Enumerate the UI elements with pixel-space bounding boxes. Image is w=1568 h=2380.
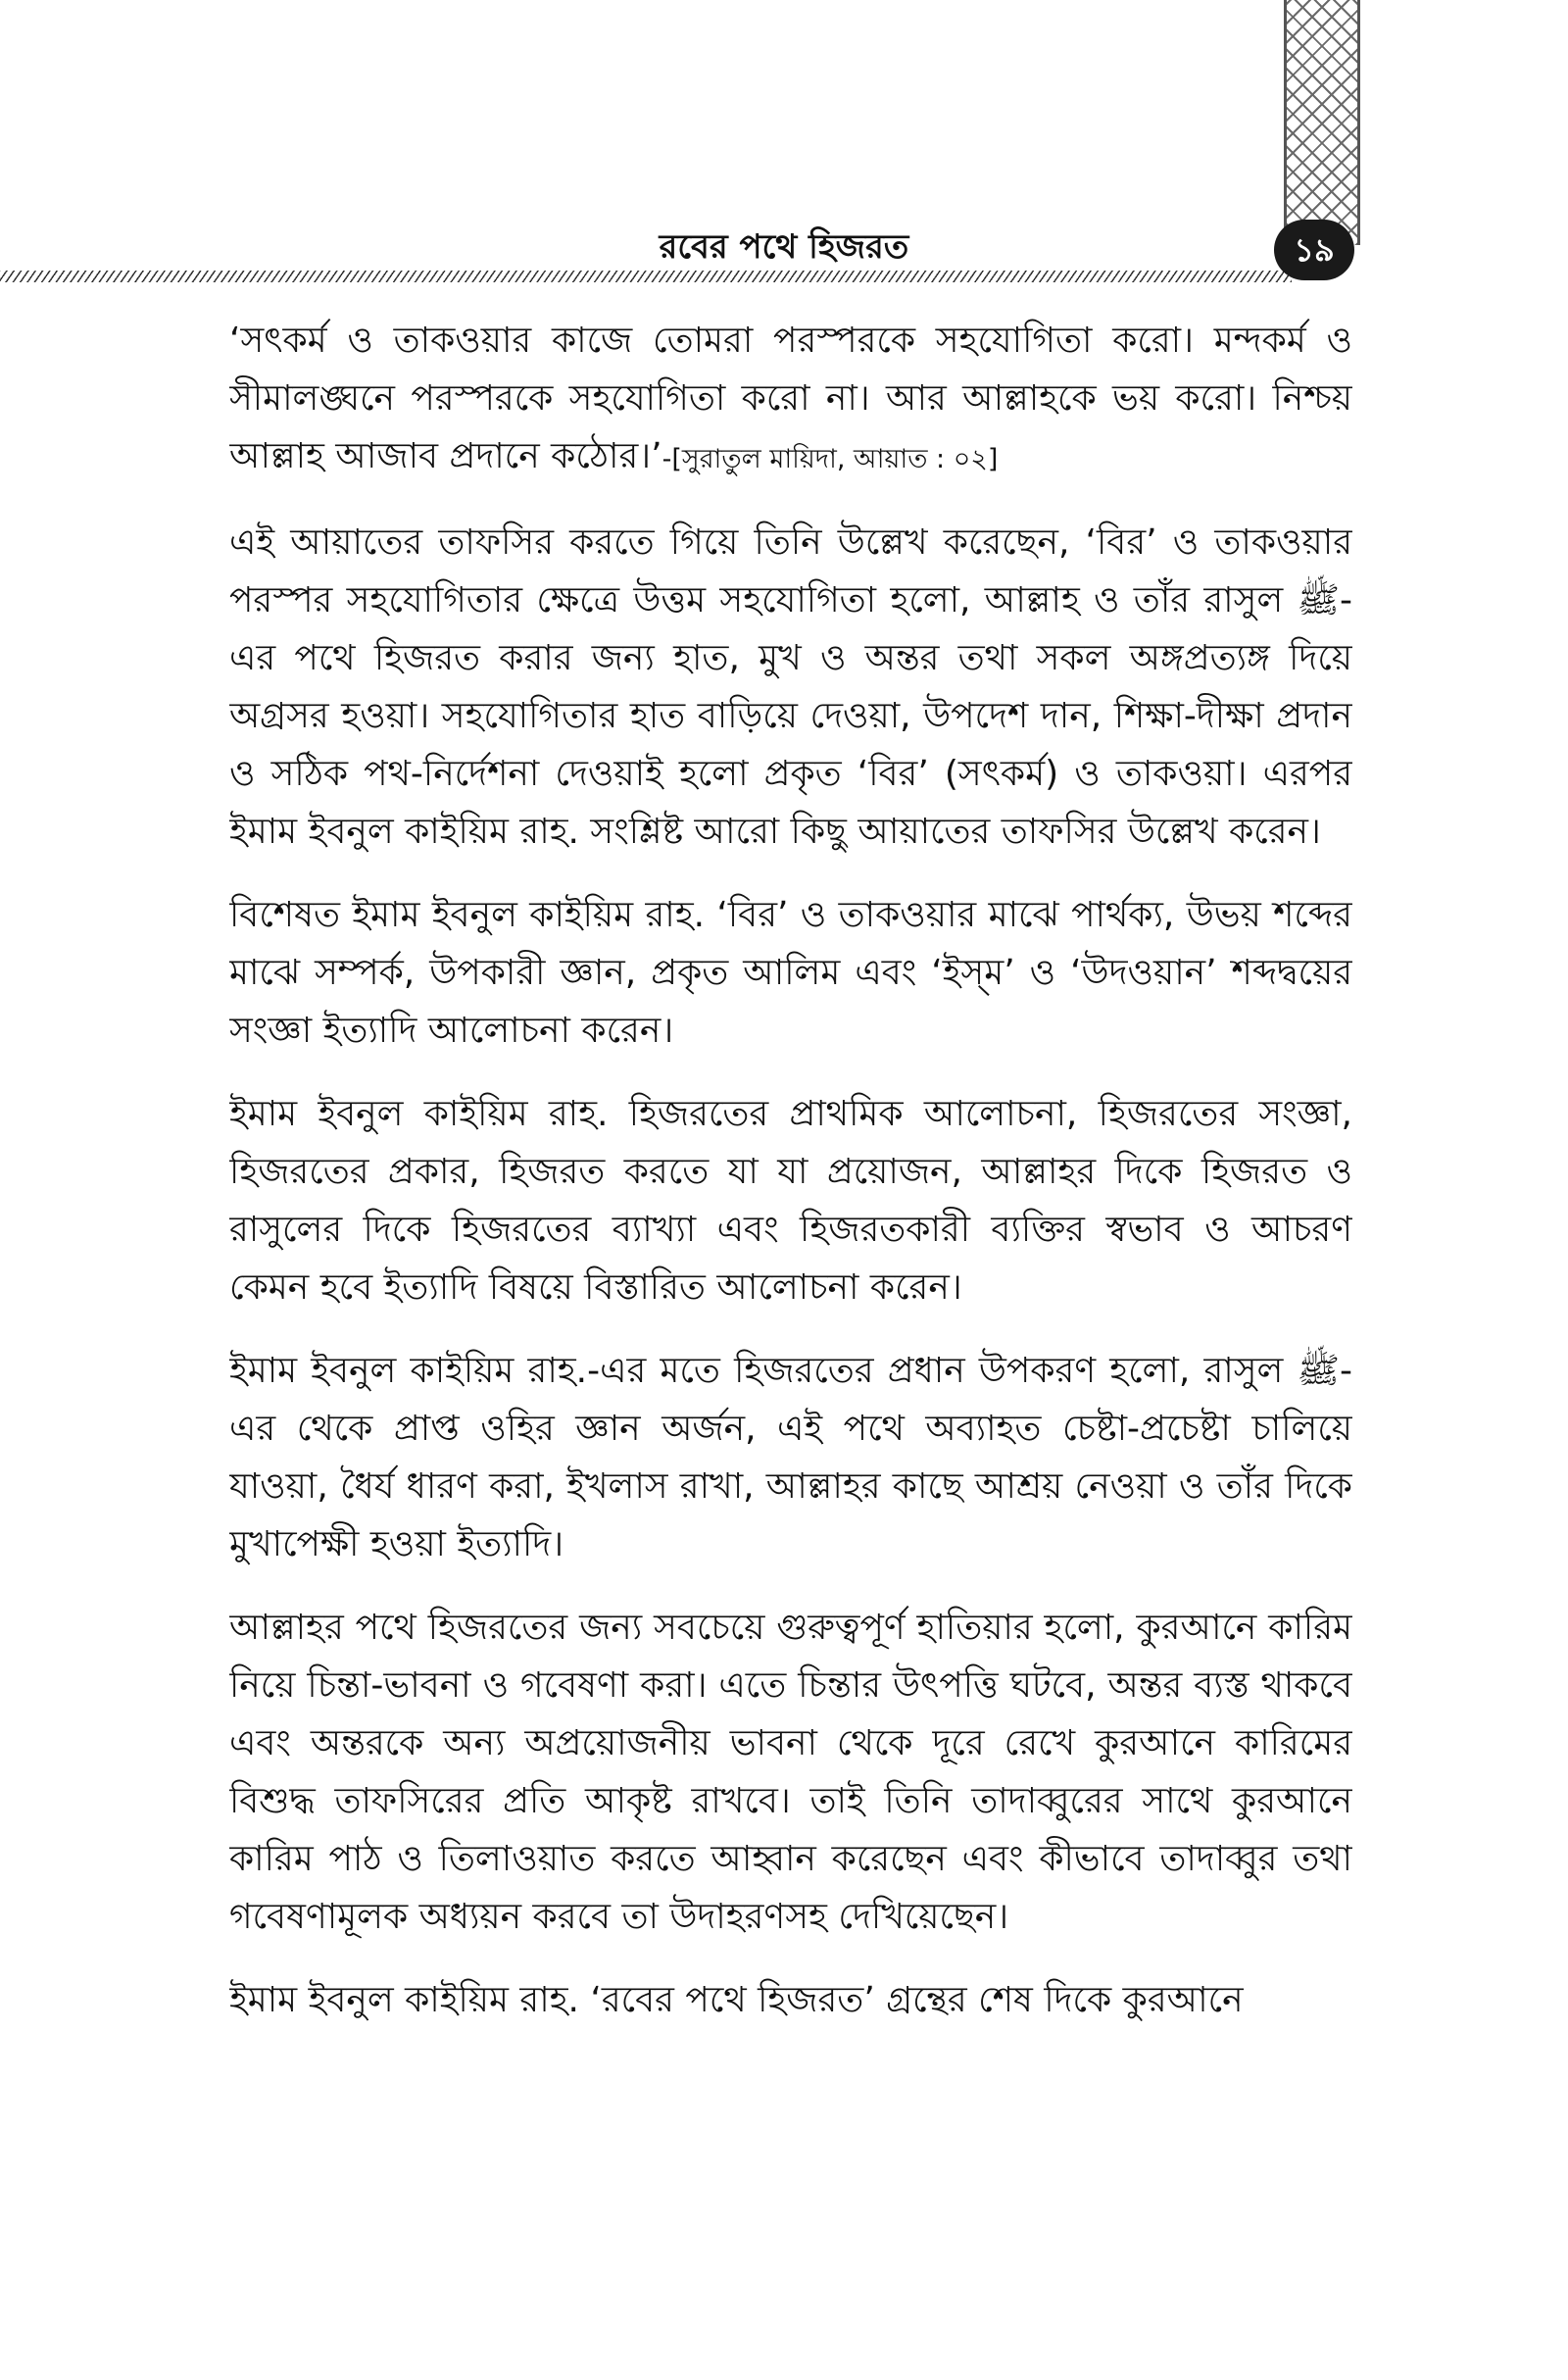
paragraph-hijrah-discussion: ইমাম ইবনুল কাইয়িম রাহ. হিজরতের প্রাথমিক আলোচনা, হিজরতের সংজ্ঞা, হিজরতের প্রকার, হিজরত করতে যা যা প্রয়োজন, আল্লাহর দিকে হিজরত ও রাসুলের দিকে হিজরতের ব্যাখ্যা এবং হিজরতকারী ব্যক্তির স্বভাব ও আচরণ কেমন হবে ইত্যাদি বিষয়ে বিস্তারিত আলোচনা করেন। bbox=[229, 1094, 1352, 1308]
header-hatch-rule bbox=[0, 271, 1292, 282]
paragraph-tafsir: এই আয়াতের তাফসির করতে গিয়ে তিনি উল্লেখ করেছেন, ‘বির’ ও তাকওয়ার পরস্পর সহযোগিতার ক্ষেত্রে উত্তম সহযোগিতা হলো, আল্লাহ ও তাঁর রাসুল ﷺ-এর পথে হিজরত করার জন্য হাত, মুখ ও অন্তর তথা সকল অঙ্গপ্রত্যঙ্গ দিয়ে অগ্রসর হওয়া। সহযোগিতার হাত বাড়িয়ে দেওয়া, উপদেশ দান, শিক্ষা-দীক্ষা প্রদান ও সঠিক পথ-নির্দেশনা দেওয়াই হলো প্রকৃত ‘বির’ (সৎকর্ম) ও তাকওয়া। এরপর ইমাম ইবনুল কাইয়িম রাহ. সংশ্লিষ্ট আরো কিছু আয়াতের তাফসির উল্লেখ করেন। bbox=[229, 522, 1352, 852]
page-header bbox=[0, 214, 1568, 282]
decorative-ornament-border bbox=[1284, 0, 1360, 245]
page-number-badge: ১৯ bbox=[1274, 220, 1354, 280]
paragraph-birr-taqwa: বিশেষত ইমাম ইবনুল কাইয়িম রাহ. ‘বির’ ও তাকওয়ার মাঝে পার্থক্য, উভয় শব্দের মাঝে সম্পর্ক, উপকারী জ্ঞান, প্রকৃত আলিম এবং ‘ইস্‌ম’ ও ‘উদওয়ান’ শব্দদ্বয়ের সংজ্ঞা ইত্যাদি আলোচনা করেন। bbox=[229, 895, 1352, 1051]
quote-text: ‘সৎকর্ম ও তাকওয়ার কাজে তোমরা পরস্পরকে সহযোগিতা করো। মন্দকর্ম ও সীমালঙ্ঘনে পরস্পরকে সহযোগিতা করো না। আর আল্লাহকে ভয় করো। নিশ্চয় আল্লাহ আজাব প্রদানে কঠোর।’ bbox=[229, 321, 1352, 476]
paragraph-hijrah-tools: ইমাম ইবনুল কাইয়িম রাহ.-এর মতে হিজরতের প্রধান উপকরণ হলো, রাসুল ﷺ-এর থেকে প্রাপ্ত ওহির জ্ঞান অর্জন, এই পথে অব্যাহত চেষ্টা-প্রচেষ্টা চালিয়ে যাওয়া, ধৈর্য ধারণ করা, ইখলাস রাখা, আল্লাহর কাছে আশ্রয় নেওয়া ও তাঁর দিকে মুখাপেক্ষী হওয়া ইত্যাদি। bbox=[229, 1351, 1352, 1564]
paragraph-quran-tadabbur: আল্লাহর পথে হিজরতের জন্য সবচেয়ে গুরুত্বপূর্ণ হাতিয়ার হলো, কুরআনে কারিম নিয়ে চিন্তা-ভাবনা ও গবেষণা করা। এতে চিন্তার উৎপত্তি ঘটবে, অন্তর ব্যস্ত থাকবে এবং অন্তরকে অন্য অপ্রয়োজনীয় ভাবনা থেকে দূরে রেখে কুরআনে কারিমের বিশুদ্ধ তাফসিরের প্রতি আকৃষ্ট রাখবে। তাই তিনি তাদাব্বুরের সাথে কুরআনে কারিম পাঠ ও তিলাওয়াত করতে আহ্বান করেছেন এবং কীভাবে তাদাব্বুর তথা গবেষণামূলক অধ্যয়ন করবে তা উদাহরণসহ দেখিয়েছেন। bbox=[229, 1608, 1352, 1937]
paragraph-closing: ইমাম ইবনুল কাইয়িম রাহ. ‘রবের পথে হিজরত’ গ্রন্থের শেষ দিকে কুরআনে bbox=[229, 1980, 1244, 2020]
quote-citation: -[সুরাতুল মায়িদা, আয়াত : ০২] bbox=[662, 444, 999, 474]
running-title: রবের পথে হিজরত bbox=[659, 227, 909, 267]
body-text bbox=[229, 312, 1352, 2341]
quran-quote-paragraph bbox=[229, 312, 1352, 488]
